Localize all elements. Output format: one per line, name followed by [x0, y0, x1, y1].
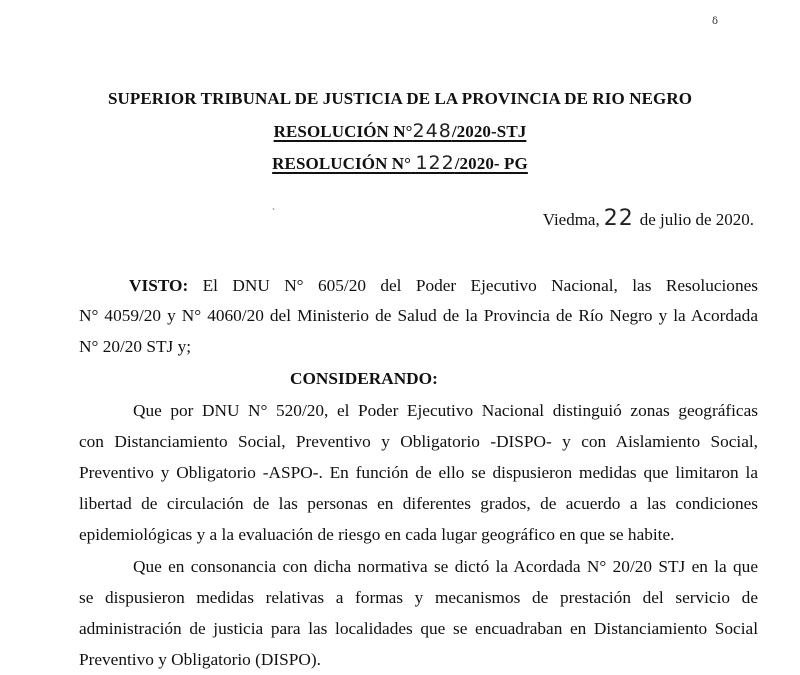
- place-date: [543, 206, 754, 231]
- place-date-rest: de julio de 2020.: [639, 210, 754, 229]
- p2-line-4: Preventivo y Obligatorio (DISPO).: [79, 650, 321, 669]
- resolution-pg: [0, 152, 800, 174]
- p1-line-2: con Distanciamiento Social, Preventivo y Obligatorio -DISPO- y con Aislamiento Social,: [79, 432, 758, 451]
- visto-label: VISTO:: [129, 276, 189, 295]
- resolution-stj: [0, 120, 800, 142]
- handwritten-day: 22: [603, 206, 634, 231]
- institution-name: SUPERIOR TRIBUNAL DE JUSTICIA DE LA PROVINCIA DE RIO NEGRO: [107, 89, 693, 108]
- resolution-stj-label: [274, 122, 527, 141]
- resolution-pg-suffix: /2020- PG: [454, 154, 528, 173]
- visto-line-2: N° 4059/20 y N° 4060/20 del Ministerio de Salud de la Provincia de Río Negro y la Acordada: [79, 306, 758, 325]
- scan-mark: ẟ: [712, 16, 719, 27]
- p2-line-3: administración de justicia para las localidades que se encuadraban en Distanciamiento Social: [79, 619, 758, 638]
- p2-line-2: se dispusieron medidas relativas a formas y mecanismos de prestación del servicio de: [79, 588, 758, 607]
- considerando-heading: CONSIDERANDO:: [290, 369, 438, 388]
- visto-line-3: N° 20/20 STJ y;: [79, 337, 192, 356]
- resolution-pg-number: 122: [415, 152, 455, 174]
- resolution-stj-suffix: /2020-STJ: [451, 122, 527, 141]
- resolution-pg-label: [272, 154, 528, 173]
- p1-line-4: libertad de circulación de las personas en diferentes grados, de acuerdo a las condiciones: [79, 494, 758, 513]
- p1-line-1: Que por DNU N° 520/20, el Poder Ejecutivo Nacional distinguió zonas geográficas: [133, 401, 758, 420]
- p2-line-1: Que en consonancia con dicha normativa se dictó la Acordada N° 20/20 STJ en la que: [133, 557, 758, 576]
- visto-text-1: El DNU N° 605/20 del Poder Ejecutivo Nacional, las Resoluciones: [202, 276, 758, 295]
- scan-dot: `: [272, 208, 276, 219]
- resolution-stj-prefix: RESOLUCIÓN N°: [273, 122, 413, 141]
- p1-line-3: Preventivo y Obligatorio -ASPO-. En función de ello se dispusieron medidas que limitaron la: [79, 463, 758, 482]
- resolution-pg-prefix: RESOLUCIÓN N°: [272, 154, 412, 173]
- place-city: Viedma,: [542, 210, 600, 229]
- resolution-stj-number: 248: [412, 120, 452, 142]
- institution-title: [0, 89, 800, 109]
- visto-line-1: [129, 276, 758, 296]
- p1-line-5: epidemiológicas y a la evaluación de riesgo en cada lugar geográfico en que se habite.: [79, 525, 675, 544]
